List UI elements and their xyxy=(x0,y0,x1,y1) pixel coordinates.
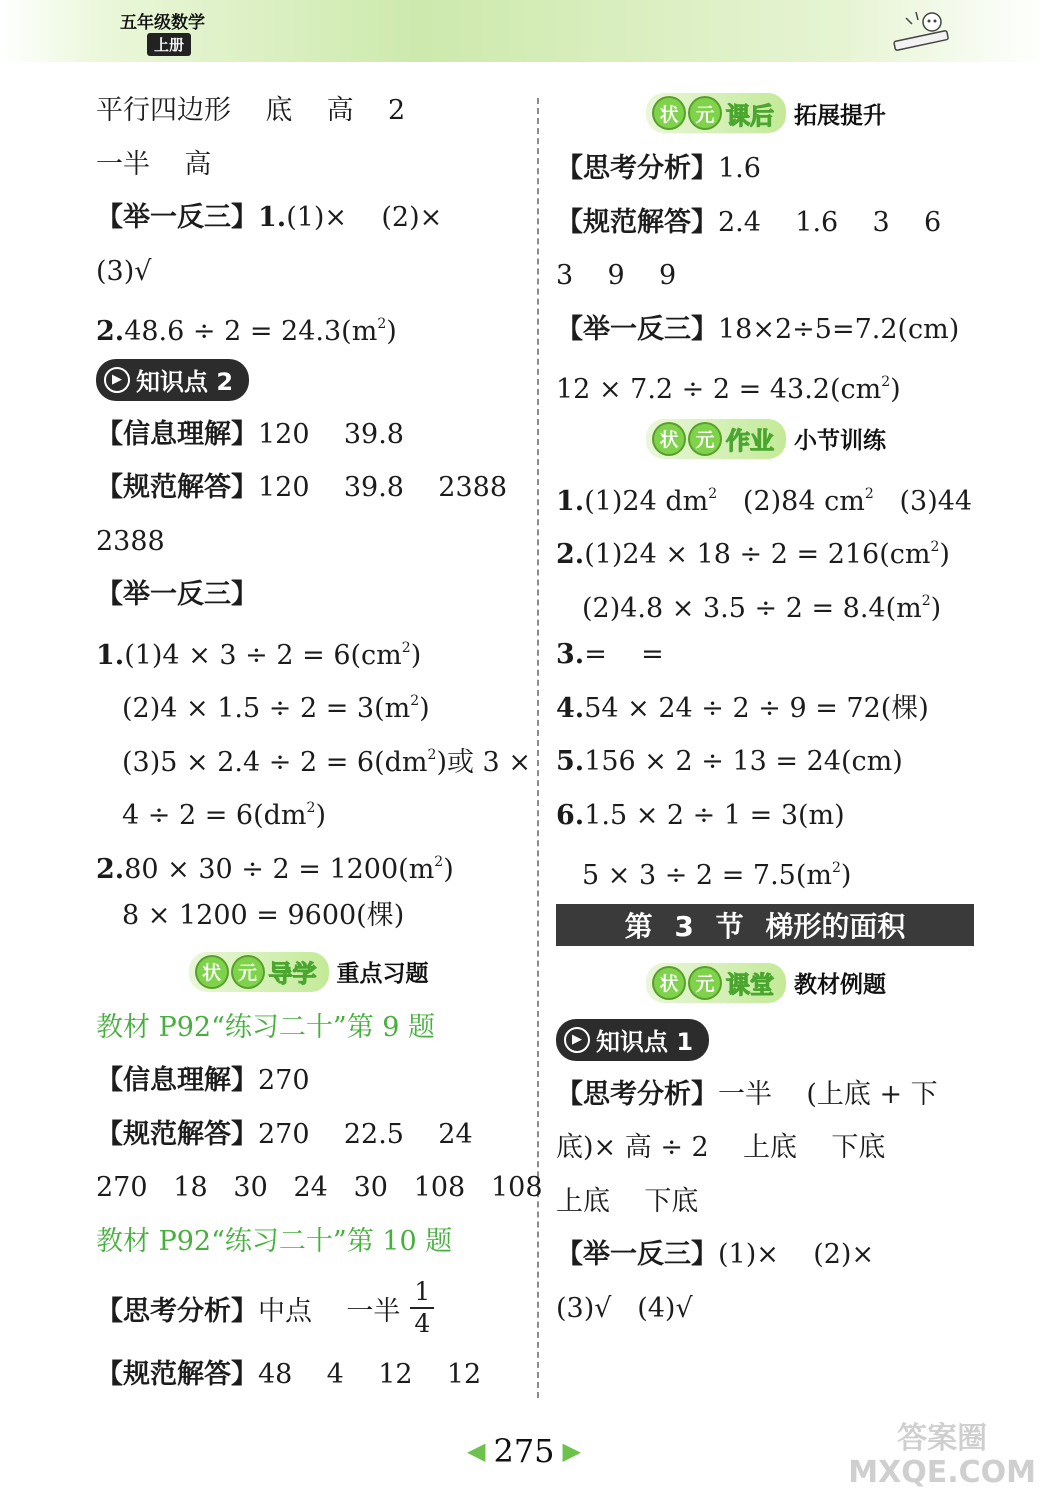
watermark-url: MXQE.COM xyxy=(848,1455,1036,1490)
play-circle-icon: ▶ xyxy=(104,367,130,393)
item-number: 3. xyxy=(556,639,585,670)
answer-line: 2388 xyxy=(96,525,165,557)
answer-line xyxy=(96,622,521,676)
answer-line xyxy=(96,675,521,729)
item-number: 1. xyxy=(96,639,125,671)
answer-text: 一半 (上底 + 下 xyxy=(718,1078,938,1110)
superscript: 2 xyxy=(427,746,437,763)
answer-text: ) xyxy=(410,639,422,671)
answer-line: 平行四边形 底 高 2 xyxy=(96,95,406,126)
answer-line xyxy=(556,842,976,896)
answer-line: 上底 下底 xyxy=(556,1185,699,1217)
right-column xyxy=(556,84,976,1335)
volume-label: 上册 xyxy=(147,33,191,56)
pencil-decoration-icon xyxy=(886,6,956,60)
badge-char: 状 xyxy=(654,98,684,128)
answer-text: (2)4.8 × 3.5 ÷ 2 = 8.4(m xyxy=(582,592,922,624)
section-banner-daoxue xyxy=(96,943,521,1001)
label-analysis: 【思考分析】 xyxy=(556,153,718,184)
item-number: 4. xyxy=(556,692,585,724)
answer-text: (3)5 × 2.4 ÷ 2 = 6(dm xyxy=(122,746,428,778)
answer-text: (1)24 dm xyxy=(584,485,709,517)
superscript: 2 xyxy=(864,485,874,502)
answer-line xyxy=(556,1228,976,1282)
answer-text: 270 22.5 24 xyxy=(258,1118,473,1150)
answer-text: (1)24 × 18 ÷ 2 = 216(cm xyxy=(584,539,931,570)
knowledge-point-badge xyxy=(556,1012,976,1068)
answer-line: 270 18 30 24 30 108 108 xyxy=(96,1172,543,1203)
badge-char: 状 xyxy=(654,968,684,998)
answer-text: ) xyxy=(315,800,326,831)
answer-line xyxy=(556,735,976,789)
answer-line xyxy=(96,1348,521,1402)
answer-text: 156 × 2 ÷ 13 = 24(cm) xyxy=(584,746,903,777)
answer-line xyxy=(556,575,976,629)
superscript: 2 xyxy=(930,539,940,555)
answer-line xyxy=(556,196,976,250)
answer-line xyxy=(556,1068,976,1122)
answer-text: 54 × 24 ÷ 2 ÷ 9 = 72(棵) xyxy=(584,692,929,724)
answer-text: 18×2÷5=7.2(cm) xyxy=(718,313,960,345)
banner-subtitle: 拓展提升 xyxy=(794,102,886,129)
answer-text: 48 4 12 12 xyxy=(258,1359,482,1390)
answer-line xyxy=(556,789,976,843)
watermark-logo-text: 答案圈 xyxy=(897,1421,988,1456)
answer-text: 120 39.8 2388 xyxy=(258,472,508,503)
fraction-numerator: 1 xyxy=(410,1277,434,1309)
answer-text: 2.4 1.6 3 6 xyxy=(718,206,942,238)
answer-text: 5 × 3 ÷ 2 = 7.5(m xyxy=(582,860,832,891)
section-title: 第 3 节 梯形的面积 xyxy=(556,904,974,946)
item-number: 2. xyxy=(96,853,125,885)
label-info: 【信息理解】 xyxy=(96,418,258,450)
answer-line xyxy=(556,521,976,575)
badge-word: 导学 xyxy=(268,960,317,988)
knowledge-point-label: 知识点 1 xyxy=(596,1028,694,1056)
right-arrow-icon: ▶ xyxy=(562,1437,581,1465)
knowledge-point-label: 知识点 2 xyxy=(136,368,234,396)
left-arrow-icon: ◀ xyxy=(466,1437,486,1465)
label-juyifansan: 【举一反三】 xyxy=(556,313,718,345)
page-number: 275 xyxy=(493,1432,555,1470)
answer-line: 3 9 9 xyxy=(556,260,677,291)
answer-text: (1)× (2)× xyxy=(718,1239,875,1270)
answer-line xyxy=(556,356,976,410)
answer-text: )或 3 × xyxy=(436,746,531,778)
section-banner-ketang xyxy=(556,954,976,1012)
superscript: 2 xyxy=(434,853,444,870)
superscript: 2 xyxy=(377,316,387,332)
answer-text: ) xyxy=(386,316,397,347)
superscript: 2 xyxy=(708,485,718,502)
section-banner-kehou xyxy=(556,84,976,142)
item-number: 5. xyxy=(556,746,585,777)
answer-line xyxy=(96,298,521,352)
answer-line xyxy=(96,782,521,836)
label-juyifansan: 【举一反三】 xyxy=(556,1239,718,1270)
answer-line: 一半 高 xyxy=(96,148,212,180)
knowledge-point-badge xyxy=(96,352,521,408)
banner-subtitle: 重点习题 xyxy=(336,961,429,987)
badge-word: 作业 xyxy=(726,427,774,455)
badge-char: 状 xyxy=(197,957,227,987)
answer-text: ) xyxy=(939,539,950,570)
answer-line xyxy=(96,836,521,890)
answer-line xyxy=(556,303,976,357)
superscript: 2 xyxy=(831,860,841,876)
answer-line: (3)√ (4)√ xyxy=(556,1292,693,1324)
answer-text: (1)× (2)× xyxy=(286,202,443,233)
column-divider xyxy=(537,98,539,1398)
answer-line xyxy=(556,468,976,522)
answer-line xyxy=(96,191,521,245)
fraction xyxy=(410,1277,434,1339)
item-number: 6. xyxy=(556,799,585,831)
answer-text: = = xyxy=(584,639,664,670)
badge-char: 元 xyxy=(690,98,720,128)
textbook-reference: 教材 P92“练习二十”第 9 题 xyxy=(96,1011,436,1043)
item-number: 2. xyxy=(96,316,125,347)
answer-text: 270 xyxy=(258,1065,310,1096)
answer-text: 48.6 ÷ 2 = 24.3(m xyxy=(124,316,378,347)
label-analysis: 【思考分析】 xyxy=(556,1078,718,1110)
label-solution: 【规范解答】 xyxy=(556,206,718,238)
watermark xyxy=(848,1422,1036,1490)
banner-subtitle: 教材例题 xyxy=(794,972,886,998)
page-header xyxy=(0,0,1048,62)
label-juyifansan: 【举一反三】 xyxy=(96,579,258,610)
answer-text: 12 × 7.2 ÷ 2 = 43.2(cm xyxy=(556,374,882,405)
item-number: 1. xyxy=(258,202,287,233)
label-solution: 【规范解答】 xyxy=(96,1359,258,1390)
superscript: 2 xyxy=(881,374,891,390)
superscript: 2 xyxy=(306,800,316,816)
badge-word: 课堂 xyxy=(726,971,774,999)
badge-word: 课后 xyxy=(726,101,774,130)
superscript: 2 xyxy=(921,592,931,609)
section-banner-zuoye xyxy=(556,410,976,468)
answer-text: 1.5 × 2 ÷ 1 = 3(m) xyxy=(584,799,845,831)
answer-line: 底)× 高 ÷ 2 上底 下底 xyxy=(556,1132,886,1163)
label-solution: 【规范解答】 xyxy=(96,1118,258,1150)
superscript: 2 xyxy=(410,693,420,709)
answer-line xyxy=(556,682,976,736)
item-number: 2. xyxy=(556,539,585,570)
label-solution: 【规范解答】 xyxy=(96,472,258,503)
answer-text: ) xyxy=(419,693,430,724)
left-column xyxy=(96,84,543,1402)
answer-text: (2)4 × 1.5 ÷ 2 = 3(m xyxy=(122,693,411,724)
answer-text: ) xyxy=(930,592,942,624)
fraction-denominator: 4 xyxy=(414,1309,431,1338)
answer-line xyxy=(96,408,521,462)
answer-line: (3)√ xyxy=(96,255,152,287)
answer-line xyxy=(96,1108,521,1162)
answer-text: (1)4 × 3 ÷ 2 = 6(cm xyxy=(124,639,402,671)
play-circle-icon: ▶ xyxy=(564,1027,590,1053)
badge-char: 状 xyxy=(654,424,684,454)
answer-line xyxy=(96,461,521,515)
answer-text: (2)84 cm xyxy=(717,485,865,517)
answer-text: ) xyxy=(890,374,901,405)
grade-label: 五年级数学 xyxy=(120,13,205,33)
label-analysis: 【思考分析】 xyxy=(96,1295,258,1327)
answer-line xyxy=(96,1268,521,1348)
answer-text: 4 ÷ 2 = 6(dm xyxy=(122,800,307,831)
answer-text: 中点 一半 xyxy=(258,1295,401,1327)
answer-line xyxy=(96,729,531,783)
badge-char: 元 xyxy=(690,424,720,454)
answer-line xyxy=(96,1054,521,1108)
answer-line xyxy=(556,628,976,682)
answer-line: 8 × 1200 = 9600(棵) xyxy=(122,900,405,931)
answer-text: ) xyxy=(840,860,852,891)
answer-text: 120 39.8 xyxy=(258,418,404,450)
label-juyifansan: 【举一反三】 xyxy=(96,202,258,233)
textbook-reference: 教材 P92“练习二十”第 10 题 xyxy=(96,1225,453,1257)
answer-line xyxy=(556,142,976,196)
answer-text: ) xyxy=(443,853,454,885)
answer-text: 80 × 30 ÷ 2 = 1200(m xyxy=(124,853,435,885)
superscript: 2 xyxy=(401,639,411,656)
label-info: 【信息理解】 xyxy=(96,1065,258,1096)
answer-text: 1.6 xyxy=(718,153,761,184)
banner-subtitle: 小节训练 xyxy=(794,428,886,454)
item-number: 1. xyxy=(556,485,585,517)
badge-char: 元 xyxy=(690,968,720,998)
answer-text: (3)44 xyxy=(873,485,973,517)
badge-char: 元 xyxy=(233,957,263,987)
